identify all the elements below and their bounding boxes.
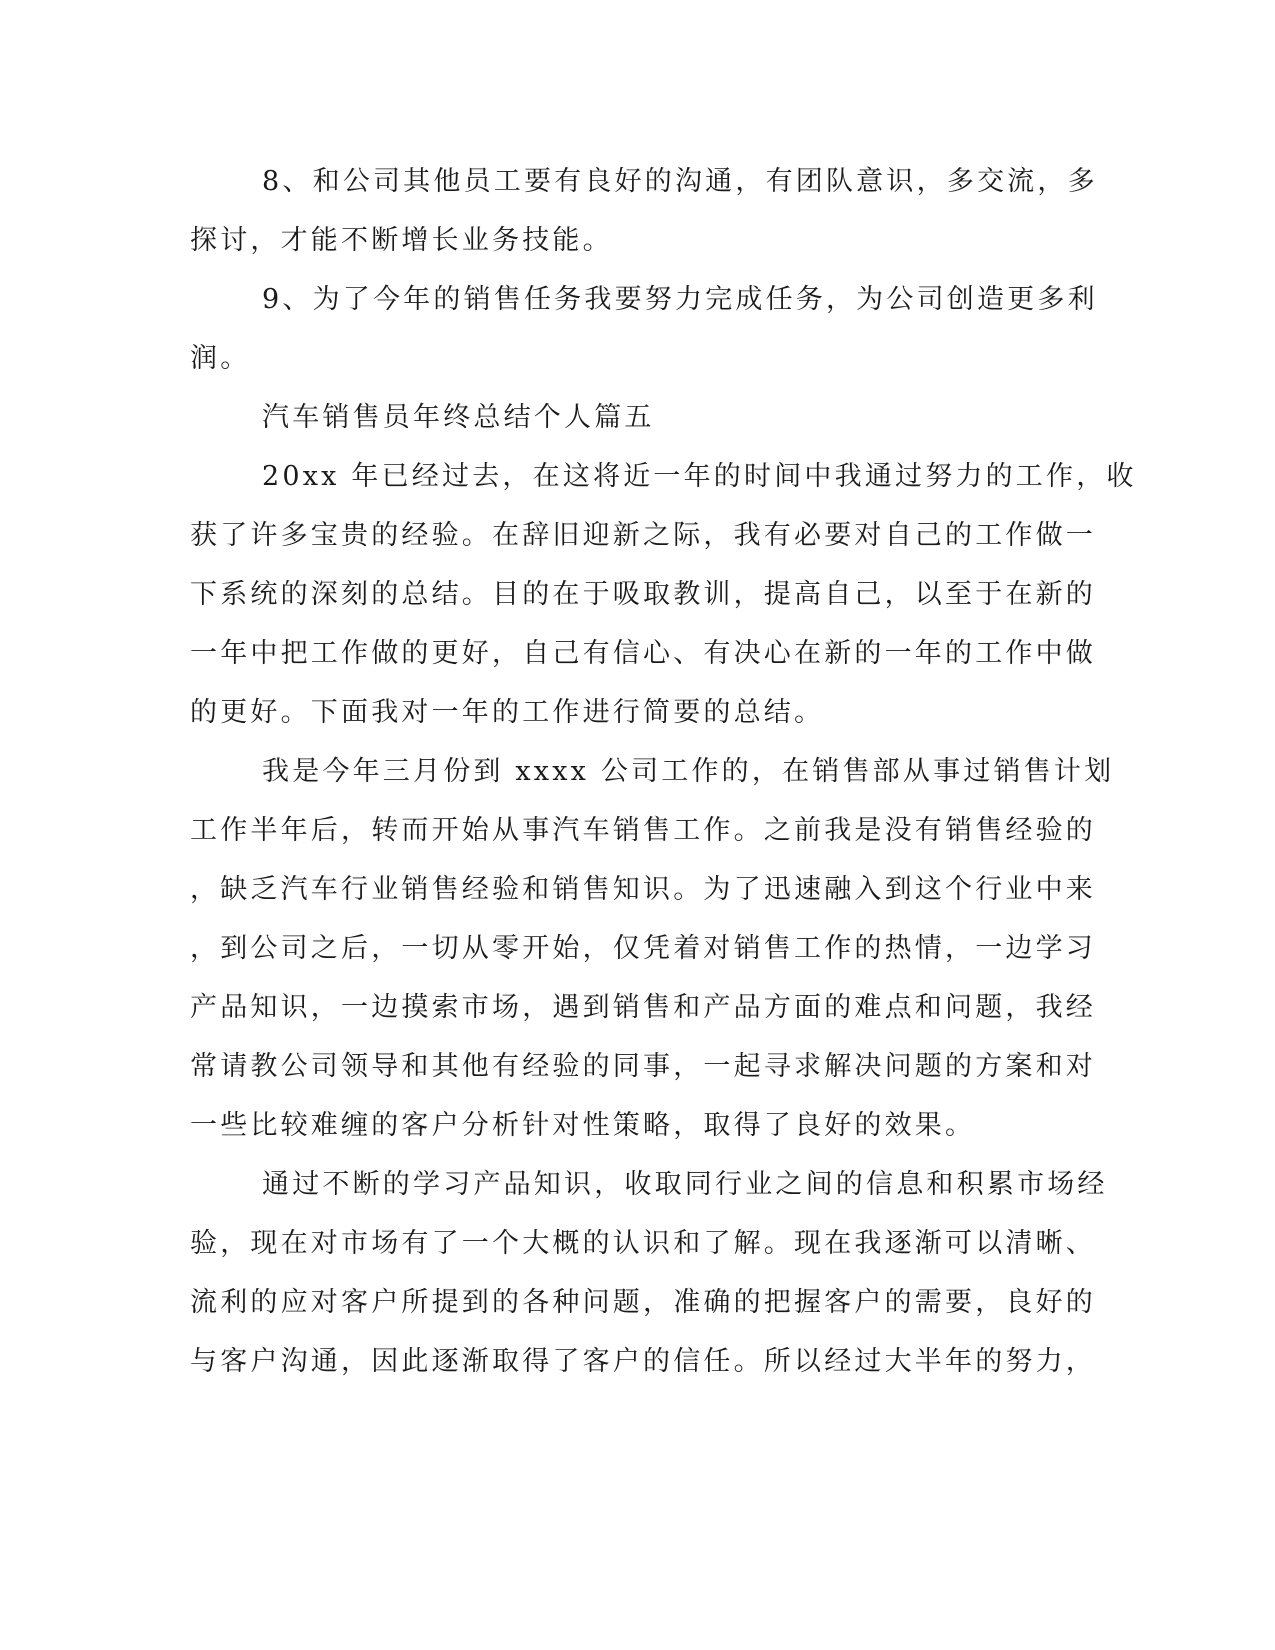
- text-line: 常请教公司领导和其他有经验的同事，一起寻求解决问题的方案和对: [190, 1051, 1096, 1082]
- text-line: 验，现在对市场有了一个大概的认识和了解。现在我逐渐可以清晰、: [190, 1228, 1096, 1259]
- text-line: 获了许多宝贵的经验。在辞旧迎新之际，我有必要对自己的工作做一: [190, 520, 1096, 551]
- section-heading: 汽车销售员年终总结个人篇五: [262, 402, 655, 433]
- text-line: 润。: [190, 343, 251, 374]
- text-line: 8、和公司其他员工要有良好的沟通，有团队意识，多交流，多: [262, 166, 1098, 197]
- text-line: 20xx 年已经过去，在这将近一年的时间中我通过努力的工作，收: [262, 461, 1137, 492]
- text-line: 与客户沟通，因此逐渐取得了客户的信任。所以经过大半年的努力，: [190, 1346, 1096, 1377]
- text-line: ，到公司之后，一切从零开始，仅凭着对销售工作的热情，一边学习: [190, 933, 1096, 964]
- text-line: 通过不断的学习产品知识，收取同行业之间的信息和积累市场经: [262, 1169, 1108, 1200]
- text-line: 下系统的深刻的总结。目的在于吸取教训，提高自己，以至于在新的: [190, 579, 1096, 610]
- text-line: 探讨，才能不断增长业务技能。: [190, 225, 613, 256]
- text-line: 工作半年后，转而开始从事汽车销售工作。之前我是没有销售经验的: [190, 815, 1096, 846]
- text-line: 9、为了今年的销售任务我要努力完成任务，为公司创造更多利: [262, 284, 1098, 315]
- text-line: 流利的应对客户所提到的各种问题，准确的把握客户的需要，良好的: [190, 1287, 1096, 1318]
- text-line: ，缺乏汽车行业销售经验和销售知识。为了迅速融入到这个行业中来: [190, 874, 1096, 905]
- text-line: 一年中把工作做的更好，自己有信心、有决心在新的一年的工作中做: [190, 638, 1096, 669]
- text-line: 我是今年三月份到 xxxx 公司工作的，在销售部从事过销售计划: [262, 756, 1115, 787]
- text-line: 的更好。下面我对一年的工作进行简要的总结。: [190, 697, 825, 728]
- text-line: 产品知识，一边摸索市场，遇到销售和产品方面的难点和问题，我经: [190, 992, 1096, 1023]
- text-line: 一些比较难缠的客户分析针对性策略，取得了良好的效果。: [190, 1110, 976, 1141]
